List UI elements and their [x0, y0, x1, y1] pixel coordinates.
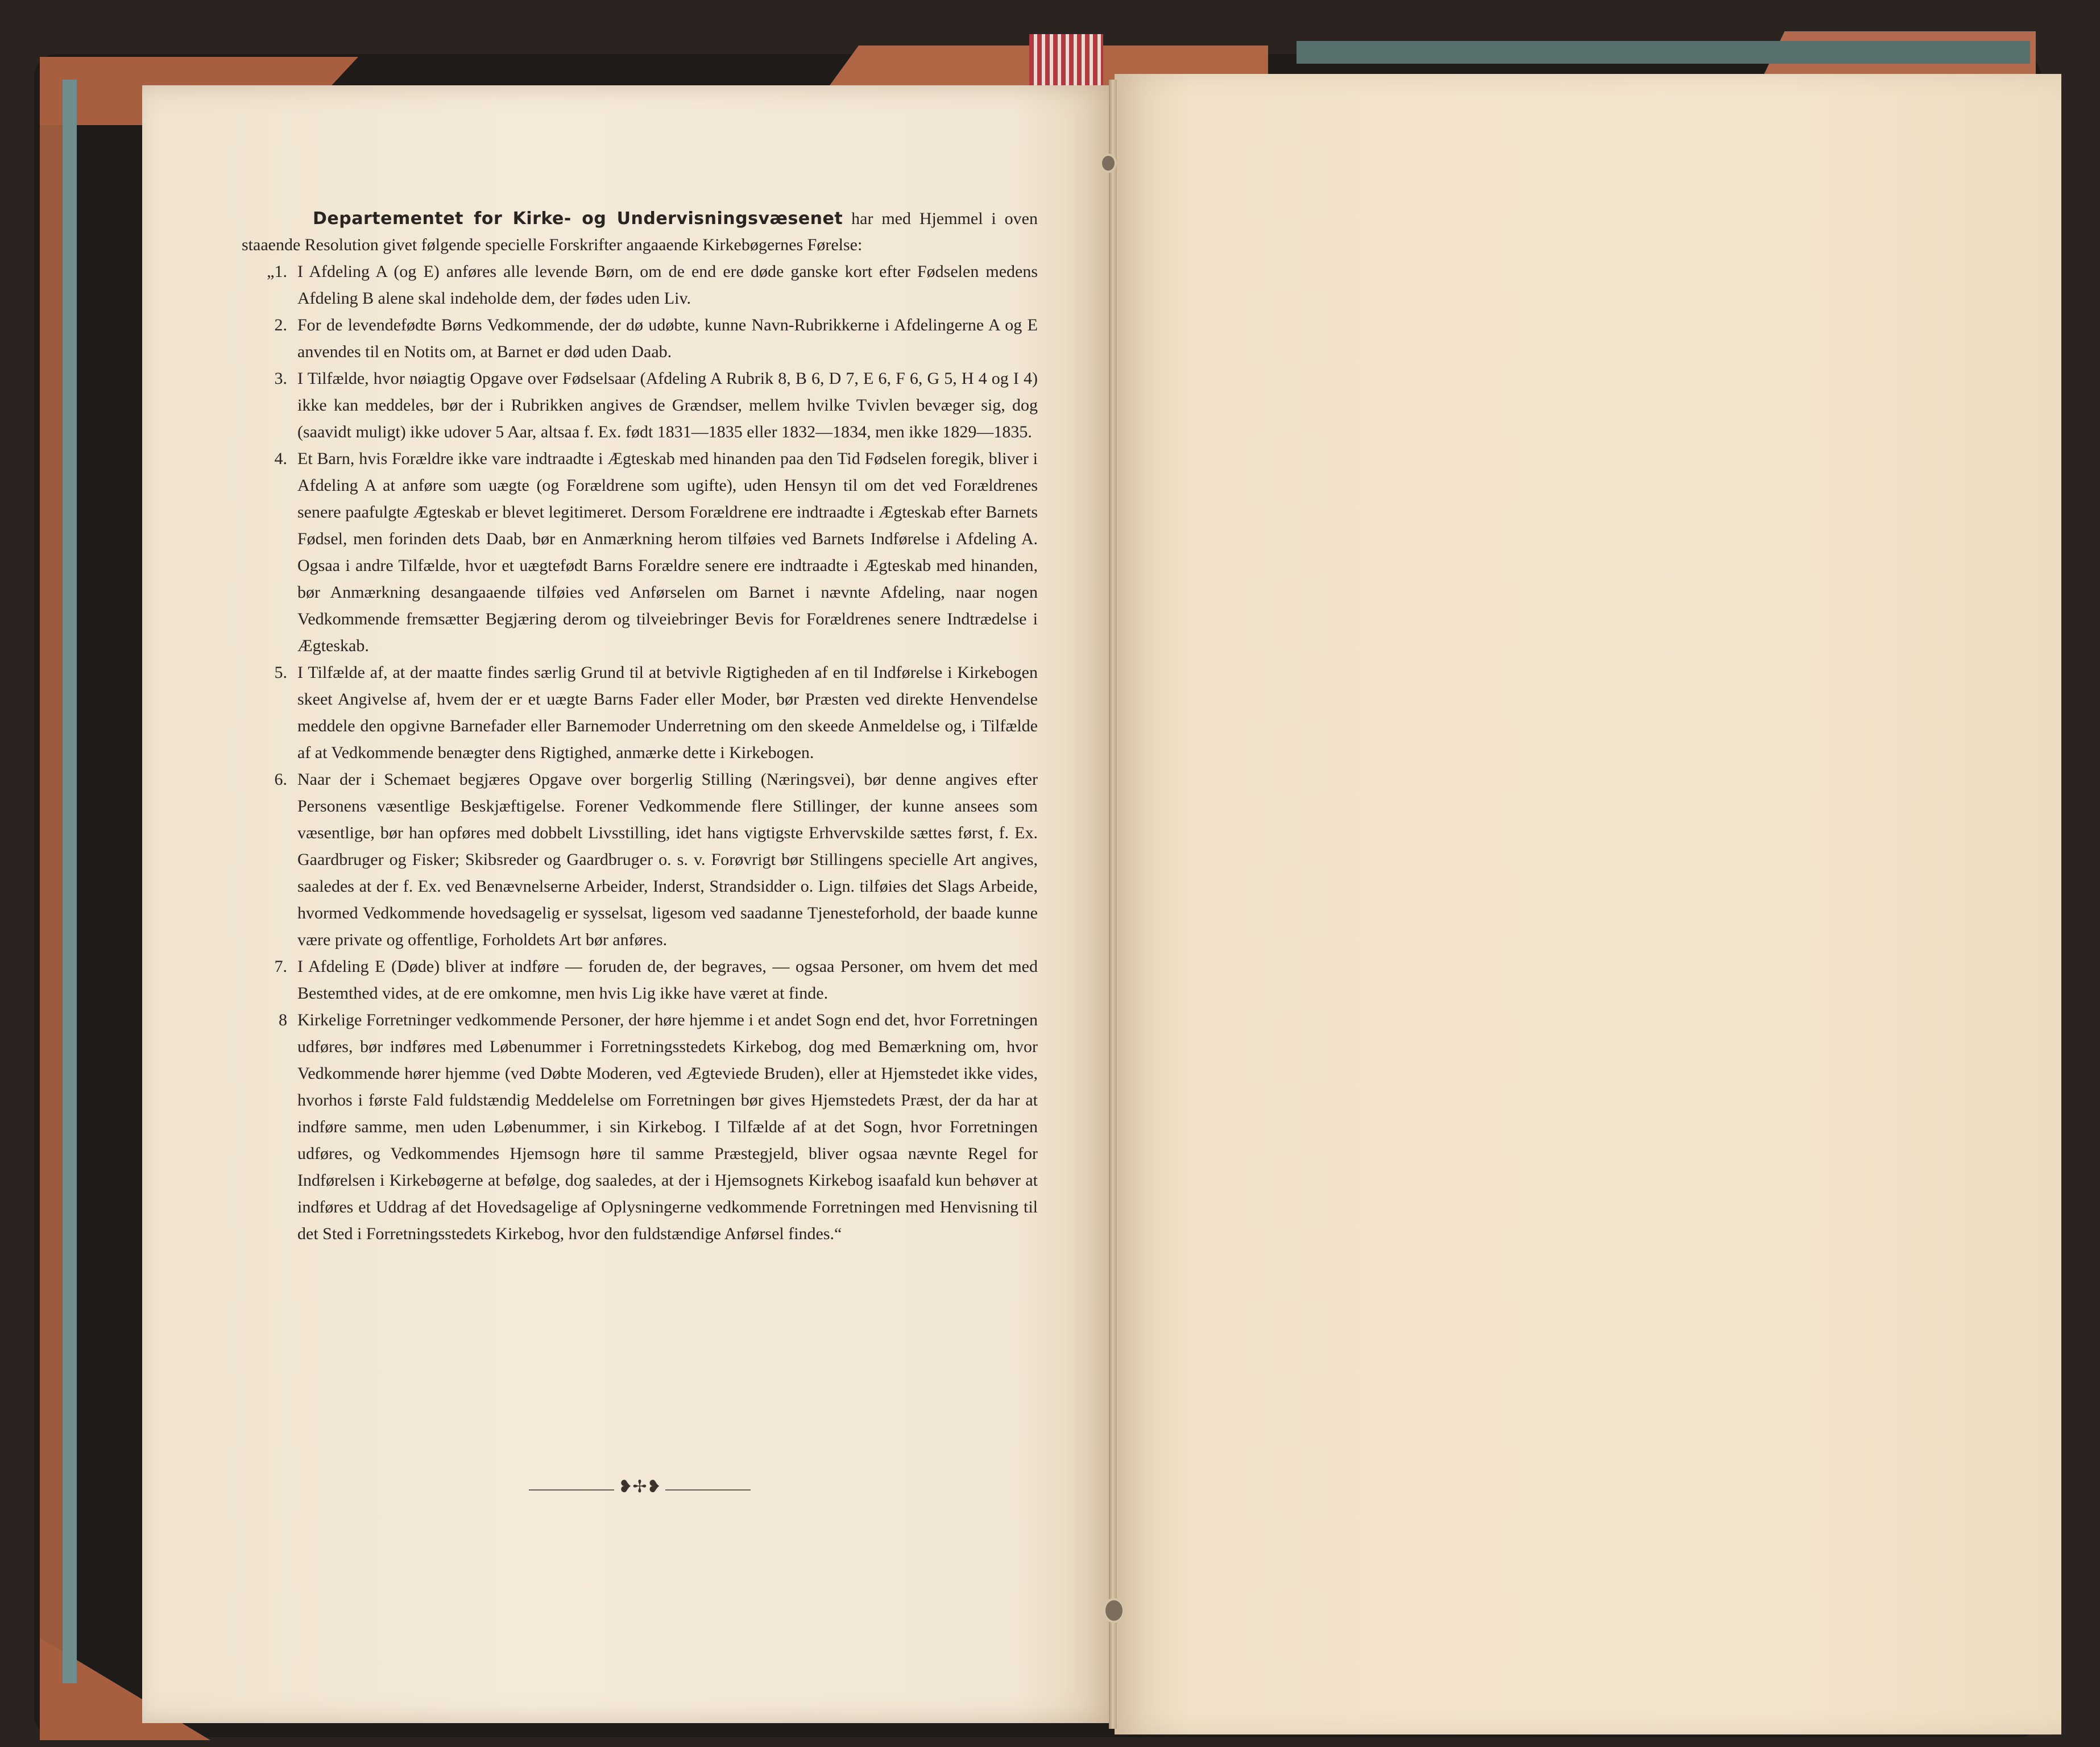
rule-number: 4. — [274, 449, 287, 468]
ornament-rule-left — [529, 1489, 614, 1491]
rule-number: 6. — [274, 770, 287, 789]
rule-text: Naar der i Schemaet begjæres Opgave over borgerlig Stilling (Næringsvei), bør denne angives efter Personens væsentlige Beskjæftigelse. Forener Vedkommende flere Stillinger, der kunne ansees som væsentlige, bør han opføres med dobbelt Livsstilling, idet hans vigtigste Erhvervskilde sættes først, f. Ex. Gaardbruger og Fisker; Skibsreder og Gaardbruger o. s. v. Forøvrigt bør Stillingens specielle Art angives, saaledes at der f. Ex. ved Benævnelserne Arbeider, Inderst, Strandsidder o. Lign. tilføies det Slags Arbeide, hvormed Vedkommende hovedsagelig er sysselsat, ligesom ved saadanne Tjenesteforhold, der baade kunne være private og offentlige, Forholdets Art bør anføres. — [297, 770, 1038, 949]
rule-text: I Afdeling E (Døde) bliver at indføre — foruden de, der begraves, — ogsaa Personer, om hvem det med Bestemthed vides, at de ere omkomne, men hvis Lig ikke have været at finde. — [297, 957, 1038, 1003]
endpaper-edge-left — [63, 80, 77, 1683]
intro-paragraph — [242, 206, 1038, 258]
rule-text: I Tilfælde af, at der maatte findes særlig Grund til at betvivle Rigtigheden af en til Indførelse i Kirkebogen skeet Angivelse af, hvem der er et uægte Barns Fader eller Moder, bør Præsten ved direkte Henvendelse meddele den opgivne Barnefader eller Barnemoder Underretning om den skeede Anmeldelse og, i Tilfælde af at Vedkommende benægter dens Rigtighed, anmærke dette i Kirkebogen. — [297, 663, 1038, 762]
rule-text: For de levendefødte Børns Vedkommende, der dø udøbte, kunne Navn-Rubrikkerne i Afdelingerne A og E anvendes til en Notits om, at Barnet er død uden Daab. — [297, 316, 1038, 361]
rule-text: Kirkelige Forretninger vedkommende Personer, der høre hjemme i et andet Sogn end det, hvor Forretningen udføres, bør indføres med Løbenummer i Forretningsstedets Kirkebog, dog med Bemærkning om, hvor Vedkommende hører hjemme (ved Døbte Moderen, ved Ægteviede Bruden), eller at Hjemstedet ikke vides, hvorhos i første Fald fuldstændig Meddelelse om Forretningen bør gives Hjemstedets Præst, der da har at indføre samme, men uden Løbenummer, i sin Kirkebog. I Tilfælde af at det Sogn, hvor Forretningen udføres, og Vedkommendes Hjemsogn høre til samme Præstegjeld, bliver ogsaa nævnte Regel for Indførelsen i Kirkebøgerne at befølge, dog saaledes, at der i Hjemsognets Kirkebog isaafald kun behøver at indføres et Uddrag af det Hovedsagelige af Oplysningerne vedkommende Forretningen med Henvisning til det Sted i Forretningsstedets Kirkebog, hvor den fuldstændige Anførsel findes.“ — [297, 1011, 1038, 1243]
rule-item — [242, 365, 1038, 445]
bookmark-ribbon — [1029, 34, 1103, 91]
rule-item — [242, 953, 1038, 1007]
binding-hole-bottom — [1103, 1598, 1125, 1623]
rule-text: I Afdeling A (og E) anføres alle levende Børn, om de end ere døde ganske kort efter Fødselen medens Afdeling B alene skal indeholde dem, der fødes uden Liv. — [297, 262, 1038, 308]
rule-item — [242, 766, 1038, 953]
rule-number: 7. — [274, 957, 287, 976]
rule-text: I Tilfælde, hvor nøiagtig Opgave over Fødselsaar (Afdeling A Rubrik 8, B 6, D 7, E 6, F 6, G 5, H 4 og I 4) ikke kan meddeles, bør der i Rubrikken angives de Grændser, mellem hvilke Tvivlen bevæger sig, dog (saavidt muligt) ikke udover 5 Aar, altsaa f. Ex. født 1831—1835 eller 1832—1834, men ikke 1829—1835. — [297, 369, 1038, 441]
rule-item — [242, 312, 1038, 365]
end-ornament — [529, 1477, 751, 1498]
right-page-blank — [1115, 74, 2061, 1734]
intro-text: har med Hjemmel i oven staaende Resolution givet følgende specielle Forskrifter angaaende Kirkebøgernes Førelse: — [242, 209, 1038, 254]
binding-hole-top — [1100, 154, 1117, 173]
rule-item — [242, 1007, 1038, 1247]
rule-number: 3. — [274, 369, 287, 388]
department-name: Departementet for Kirke- og Undervisningsvæsenet — [313, 209, 843, 229]
rule-item — [242, 445, 1038, 659]
regulations-text — [242, 206, 1038, 1247]
rule-item — [242, 258, 1038, 312]
ornament-rule-right — [665, 1489, 751, 1491]
rule-number: „1. — [267, 262, 287, 281]
rule-number: 8 — [279, 1011, 287, 1029]
rule-item — [242, 659, 1038, 766]
ornament-glyph: ❥✢❥ — [618, 1477, 661, 1496]
rule-text: Et Barn, hvis Forældre ikke vare indtraadte i Ægteskab med hinanden paa den Tid Fødselen foregik, bliver i Afdeling A at anføre som uægte (og Forældrene som ugifte), uden Hensyn til om det ved Forældrenes senere paafulgte Ægteskab er blevet legitimeret. Dersom Forældrene ere indtraadte i Ægteskab efter Barnets Fødsel, men forinden dets Daab, bør en Anmærkning herom tilføies ved Barnets Indførelse i Afdeling A. Ogsaa i andre Tilfælde, hvor et uægtefødt Barns Forældre senere ere indtraadte i Ægteskab med hinanden, bør Anmærkning desangaaende tilføies ved Anførselen om Barnet i nævnte Afdeling, naar nogen Vedkommende fremsætter Begjæring derom og tilveiebringer Bevis for Forældrenes senere Indtrædelse i Ægteskab. — [297, 449, 1038, 655]
endpaper-edge-top — [1297, 41, 2030, 64]
rule-number: 2. — [274, 316, 287, 334]
book-gutter — [1109, 80, 1117, 1729]
rule-number: 5. — [274, 663, 287, 682]
